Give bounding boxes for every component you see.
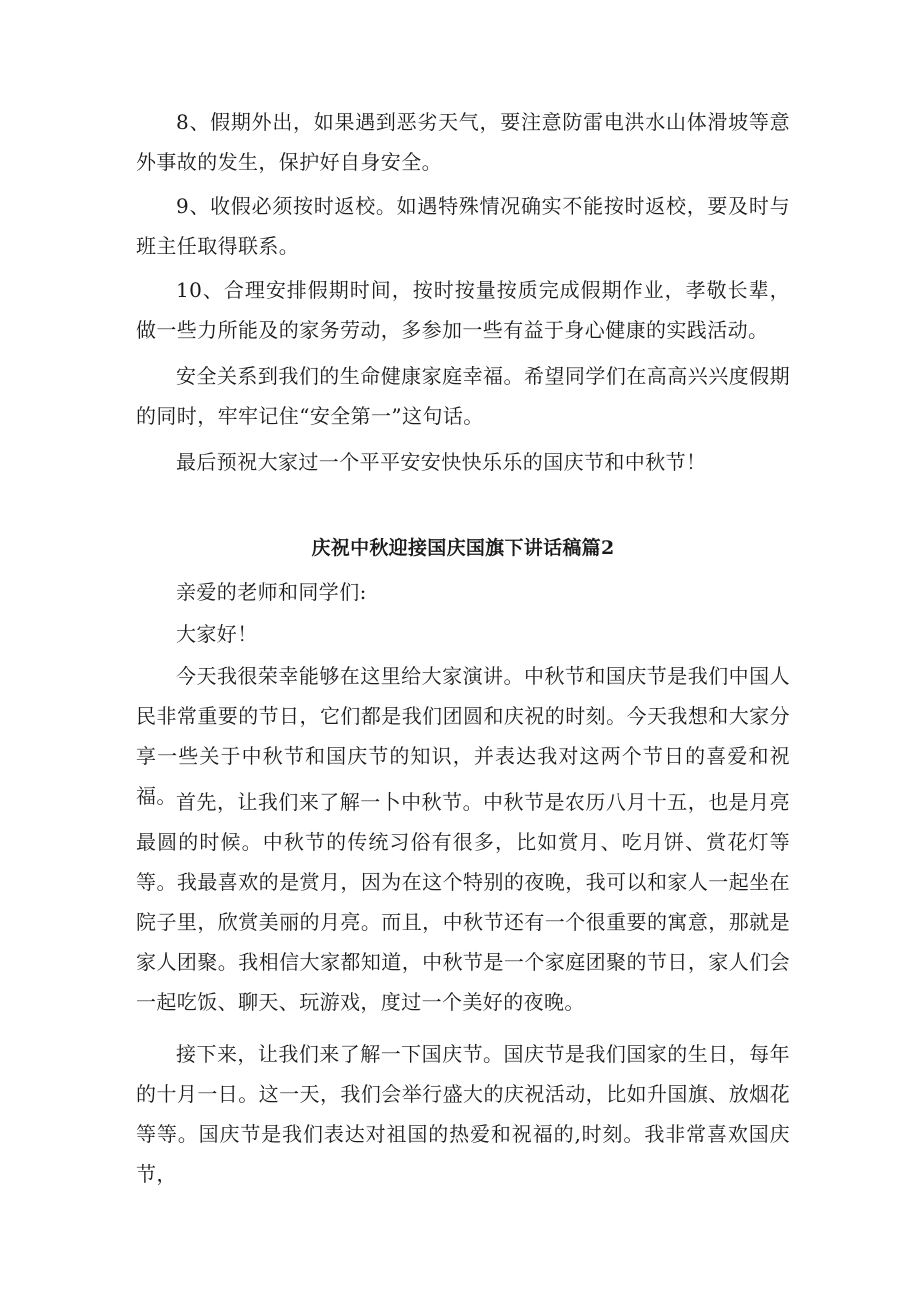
paragraph-item-9: 9、收假必须按时返校。如遇特殊情况确实不能按时返校，要及时与班主任取得联系。 [136, 194, 790, 258]
paragraph-national-day: 接下来，让我们来了解一下国庆节。国庆节是我们国家的生日，每年的十月一日。这一天，我们会举行盛大的庆祝活动，比如升国旗、放烟花等等。国庆节是我们表达对祖国的热爱和祝福的,时刻。我非常喜欢国庆节， [136, 1042, 790, 1186]
paragraph-wishes: 最后预祝大家过一个平平安安快快乐乐的国庆节和中秋节！ [176, 450, 707, 474]
paragraph-item-10: 10、合理安排假期时间，按时按量按质完成假期作业，孝敬长辈，做一些力所能及的家务劳动，多参加一些有益于身心健康的实践活动。 [136, 278, 790, 342]
paragraph-safety: 安全关系到我们的生命健康家庭幸福。希望同学们在高高兴兴度假期的同时，牢牢记住“安全第一”这句话。 [136, 364, 790, 428]
paragraph-item-8: 8、假期外出，如果遇到恶劣天气，要注意防雷电洪水山体滑坡等意外事故的发生，保护好自身安全。 [136, 110, 790, 174]
paragraph-greeting: 亲爱的老师和同学们: [176, 580, 367, 604]
paragraph-intro: 今天我很荣幸能够在这里给大家演讲。中秋节和国庆节是我们中国人民非常重要的节日，它们都是我们团圆和庆祝的时刻。今天我想和大家分享一些关于中秋节和国庆节的知识，并表达我对这两个节日的喜爱和祝福。 [136, 664, 790, 808]
section-title: 庆祝中秋迎接国庆国旗下讲话稿篇2 [311, 537, 615, 559]
paragraph-mid-autumn: 首先，让我们来了解一卜中秋节。中秋节是农历八月十五，也是月亮最圆的时候。中秋节的传统习俗有很多，比如赏月、吃月饼、赏花灯等等。我最喜欢的是赏月，因为在这个特别的夜晚，我可以和家人一起坐在院子里，欣赏美丽的月亮。而且，中秋节还有一个很重要的寓意，那就是家人团聚。我相信大家都知道，中秋节是一个家庭团聚的节日，家人们会一起吃饭、聊天、玩游戏，度过一个美好的夜晚。 [136, 790, 790, 1014]
paragraph-hello: 大家好！ [176, 622, 258, 646]
